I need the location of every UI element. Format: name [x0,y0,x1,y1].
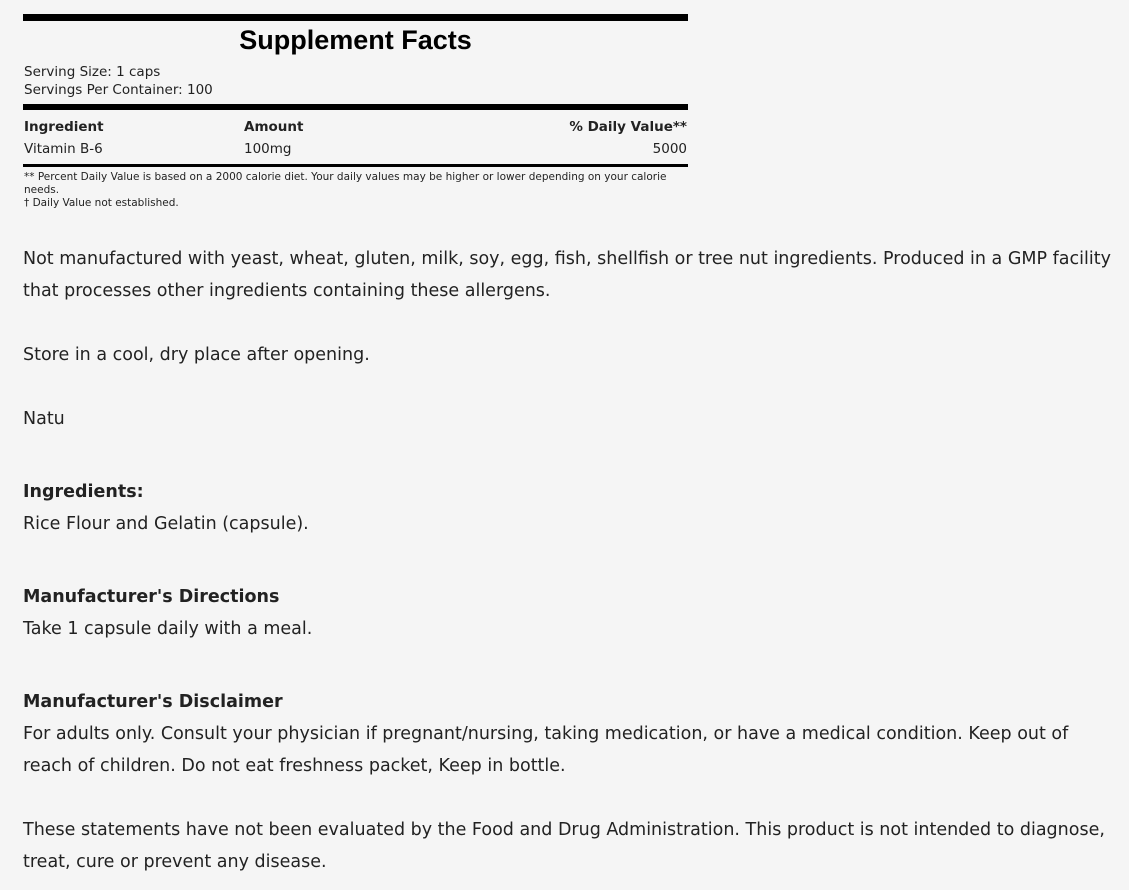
servings-per-container: Servings Per Container: 100 [24,82,213,98]
supplement-facts-title: Supplement Facts [239,25,472,55]
header-ingredient: Ingredient [24,119,104,135]
storage-note: Store in a cool, dry place after opening. [23,345,370,365]
serving-size: Serving Size: 1 caps [24,64,161,80]
cell-ingredient: Vitamin B-6 [24,141,103,157]
brand-note: Natu [23,409,65,429]
footnote-not-established: † Daily Value not established. [24,197,179,209]
directions-text: Take 1 capsule daily with a meal. [23,619,313,639]
facts-footnotes [23,171,688,210]
supplement-facts-panel [23,14,688,210]
disclaimer-text: For adults only. Consult your physician if pregnant/nursing, taking medication, or have a medical condition. Keep out of reach of children. Do not eat freshness packet, Keep in bottle. [23,724,1069,776]
disclaimer-heading: Manufacturer's Disclaimer [23,692,283,712]
table-row [23,138,688,160]
ingredients-text: Rice Flour and Gelatin (capsule). [23,514,309,534]
facts-header-row [23,116,688,138]
cell-daily-value: 5000 [652,141,687,157]
facts-divider-thick [23,104,688,110]
fda-statement: These statements have not been evaluated by the Food and Drug Administration. This product is not intended to diagnose, treat, cure or prevent any disease. [23,820,1105,872]
directions-heading: Manufacturer's Directions [23,587,280,607]
facts-table [23,116,688,160]
facts-divider-thin [23,164,688,167]
header-amount: Amount [244,119,304,135]
allergen-note: Not manufactured with yeast, wheat, gluten, milk, soy, egg, fish, shellfish or tree nut ingredients. Produced in a GMP facility that processes other ingredients containing these allergens. [23,249,1111,301]
cell-amount: 100mg [244,141,292,157]
product-details [23,14,1113,878]
ingredients-heading: Ingredients: [23,482,144,502]
footnote-daily-value: ** Percent Daily Value is based on a 2000 calorie diet. Your daily values may be higher or lower depending on your calorie needs. [24,171,667,196]
header-daily-value: % Daily Value** [569,119,687,135]
